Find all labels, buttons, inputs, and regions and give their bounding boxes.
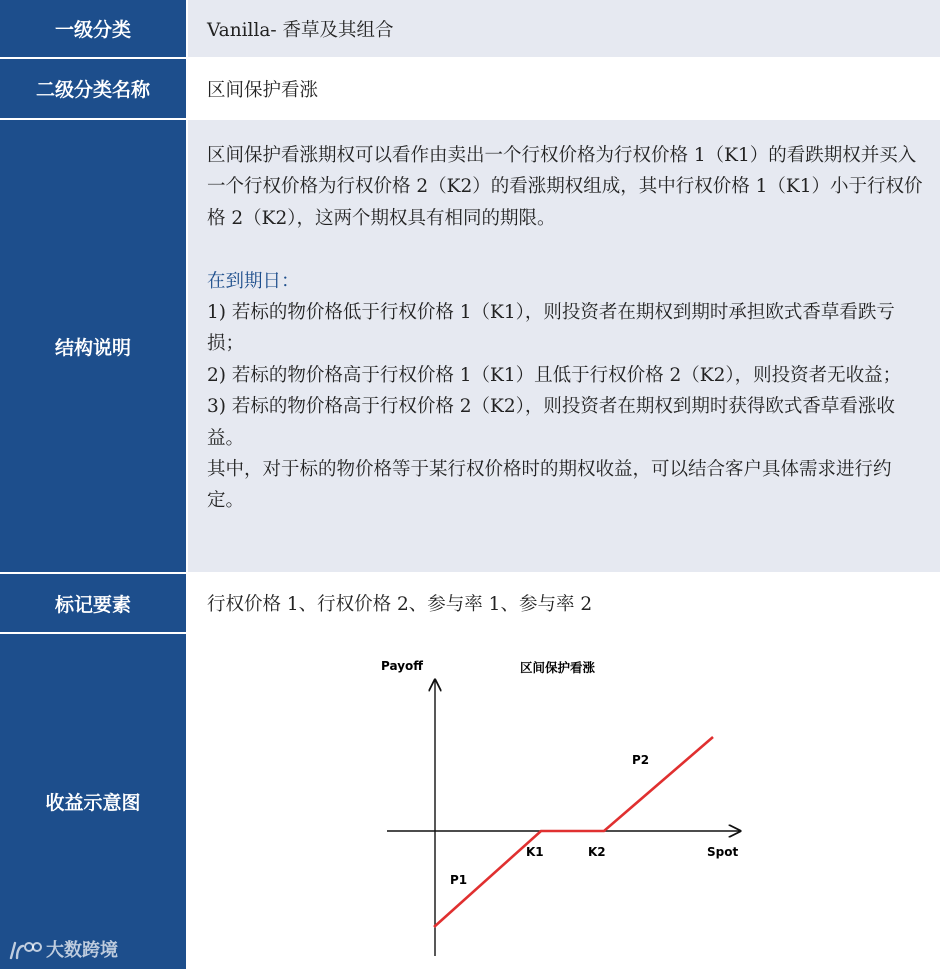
p2-label: P2 <box>632 753 650 767</box>
label-category1: 一级分类 <box>0 0 186 57</box>
label-payoff: 收益示意图 <box>0 634 186 969</box>
chart-title: 区间保护看涨 <box>520 660 596 675</box>
brand-logo <box>8 936 118 962</box>
k2-label: K2 <box>588 845 606 859</box>
row-category1 <box>0 0 940 57</box>
x-axis-label: Spot <box>707 845 739 859</box>
row-payoff <box>0 634 940 969</box>
expiry-point-1: 1) 若标的物价格低于行权价格 1（K1），则投资者在期权到期时承担欧式香草看跌亏损； <box>207 302 895 355</box>
value-category1: Vanilla- 香草及其组合 <box>188 0 940 57</box>
label-structure: 结构说明 <box>0 120 186 572</box>
expiry-heading: 在到期日： <box>207 270 300 292</box>
value-payoff <box>188 634 940 969</box>
label-elements: 标记要素 <box>0 574 186 632</box>
row-structure <box>0 120 940 572</box>
structure-note: 其中，对于标的物价格等于某行权价格时的期权收益，可以结合客户具体需求进行约定。 <box>207 459 892 512</box>
p1-label: P1 <box>450 873 468 887</box>
payoff-diagram <box>188 634 940 969</box>
label-category2: 二级分类名称 <box>0 59 186 118</box>
payoff-line <box>434 737 713 927</box>
value-category2: 区间保护看涨 <box>188 59 940 118</box>
y-axis-label: Payoff <box>381 659 423 673</box>
row-elements <box>0 574 940 632</box>
expiry-point-3: 3) 若标的物价格高于行权价格 2（K2），则投资者在期权到期时获得欧式香草看涨收益。 <box>207 396 895 449</box>
value-structure <box>188 120 940 572</box>
brand-logo-icon <box>8 938 42 960</box>
structure-intro: 区间保护看涨期权可以看作由卖出一个行权价格为行权价格 1（K1）的看跌期权并买入一个行权价格为行权价格 2（K2）的看涨期权组成，其中行权价格 1（K1）小于行权价格 2（K2），这两个期权具有相同的期限。 <box>207 145 923 229</box>
brand-logo-text: 大数跨境 <box>46 940 118 961</box>
expiry-point-2: 2) 若标的物价格高于行权价格 1（K1）且低于行权价格 2（K2），则投资者无收益； <box>207 364 902 386</box>
row-category2 <box>0 59 940 118</box>
value-elements: 行权价格 1、行权价格 2、参与率 1、参与率 2 <box>188 574 940 632</box>
k1-label: K1 <box>526 845 544 859</box>
